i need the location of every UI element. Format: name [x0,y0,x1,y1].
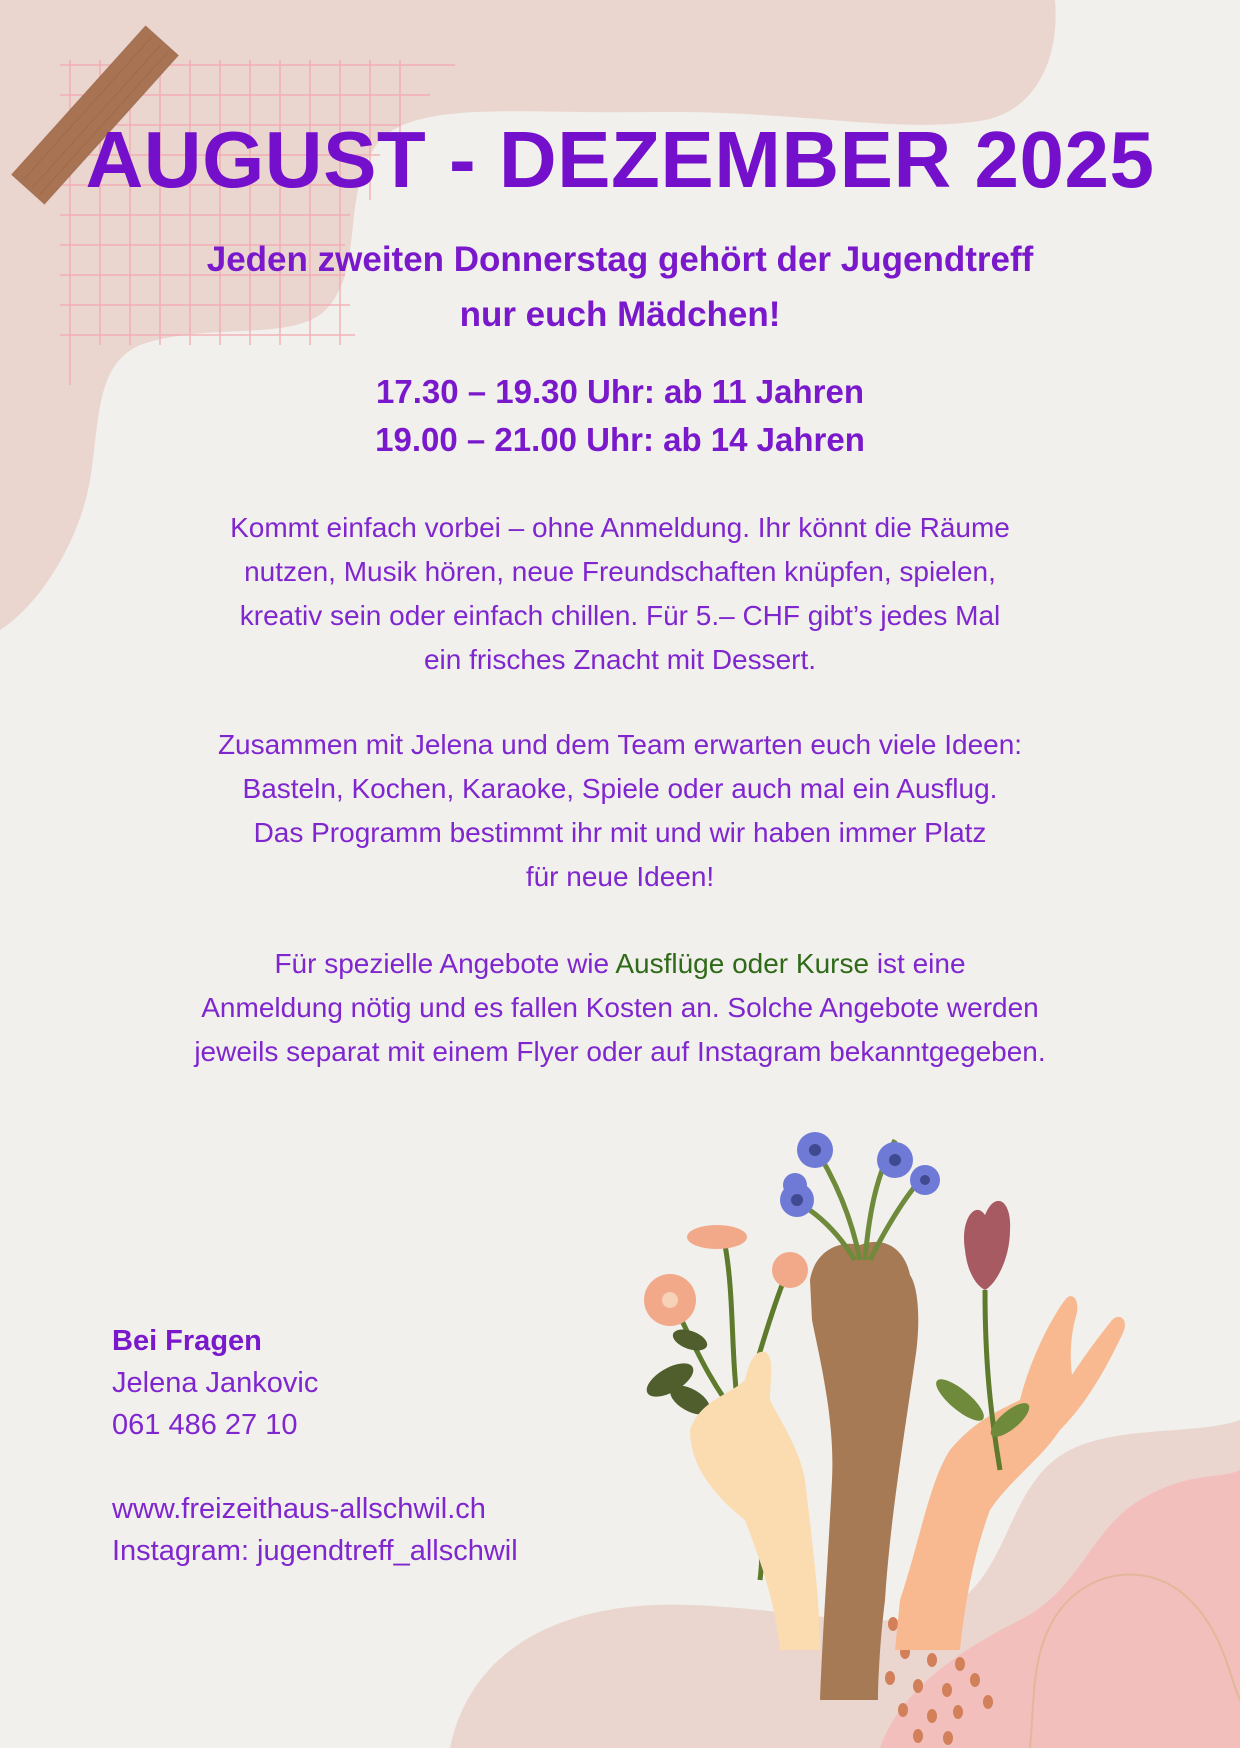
paragraph-line: Anmeldung nötig und es fallen Kosten an. Solche Angebote werden [201,992,1039,1023]
paragraph-line [90,942,1150,986]
special-offers-paragraph [90,942,1150,1074]
paragraph-line: Kommt einfach vorbei – ohne Anmeldung. Ihr könnt die Räume [230,512,1010,543]
contact-block [112,1320,632,1572]
orange-flower [644,1225,808,1326]
paragraph-line: Das Programm bestimmt ihr mit und wir haben immer Platz [253,817,987,848]
blue-flowers [780,1132,940,1217]
paragraph-line: nutzen, Musik hören, neue Freundschaften knüpfen, spielen, [244,556,996,587]
paragraph-line: Zusammen mit Jelena und dem Team erwarten euch viele Ideen: [217,729,1023,760]
contact-heading: Bei Fragen [112,1325,262,1357]
paragraph-line: für neue Ideen! [525,861,715,892]
opening-times [200,368,1040,464]
time-slot: 17.30 – 19.30 Uhr: ab 11 Jahren [376,373,864,410]
website-link[interactable]: www.freizeithaus-allschwil.ch [112,1493,486,1525]
paragraph-line: Basteln, Kochen, Karaoke, Spiele oder auch mal ein Ausflug. [242,773,998,804]
instagram-handle[interactable]: Instagram: jugendtreff_allschwil [112,1535,518,1567]
highlight-text: Ausflüge oder Kurse [615,948,870,979]
subtitle-line: nur euch Mädchen! [459,295,781,334]
paragraph-line: kreativ sein oder einfach chillen. Für 5.– CHF gibt’s jedes Mal [239,600,1001,631]
left-hand [690,1352,820,1650]
subtitle [120,232,1120,342]
paragraph-line: ein frisches Znacht mit Dessert. [423,644,817,675]
subtitle-line: Jeden zweiten Donnerstag gehört der Jugendtreff [206,240,1034,279]
time-slot: 19.00 – 21.00 Uhr: ab 14 Jahren [375,421,865,458]
program-paragraph [90,723,1150,899]
contact-phone[interactable]: 061 486 27 10 [112,1409,298,1441]
intro-paragraph [90,506,1150,682]
text-segment: ist eine [869,948,966,979]
right-hand [895,1296,1125,1650]
contact-name: Jelena Jankovic [112,1367,319,1399]
text-segment: Für spezielle Angebote wie [274,948,616,979]
paragraph-line: jeweils separat mit einem Flyer oder auf Instagram bekanntgegeben. [194,1036,1046,1067]
page-title: AUGUST - DEZEMBER 2025 [85,115,1155,204]
